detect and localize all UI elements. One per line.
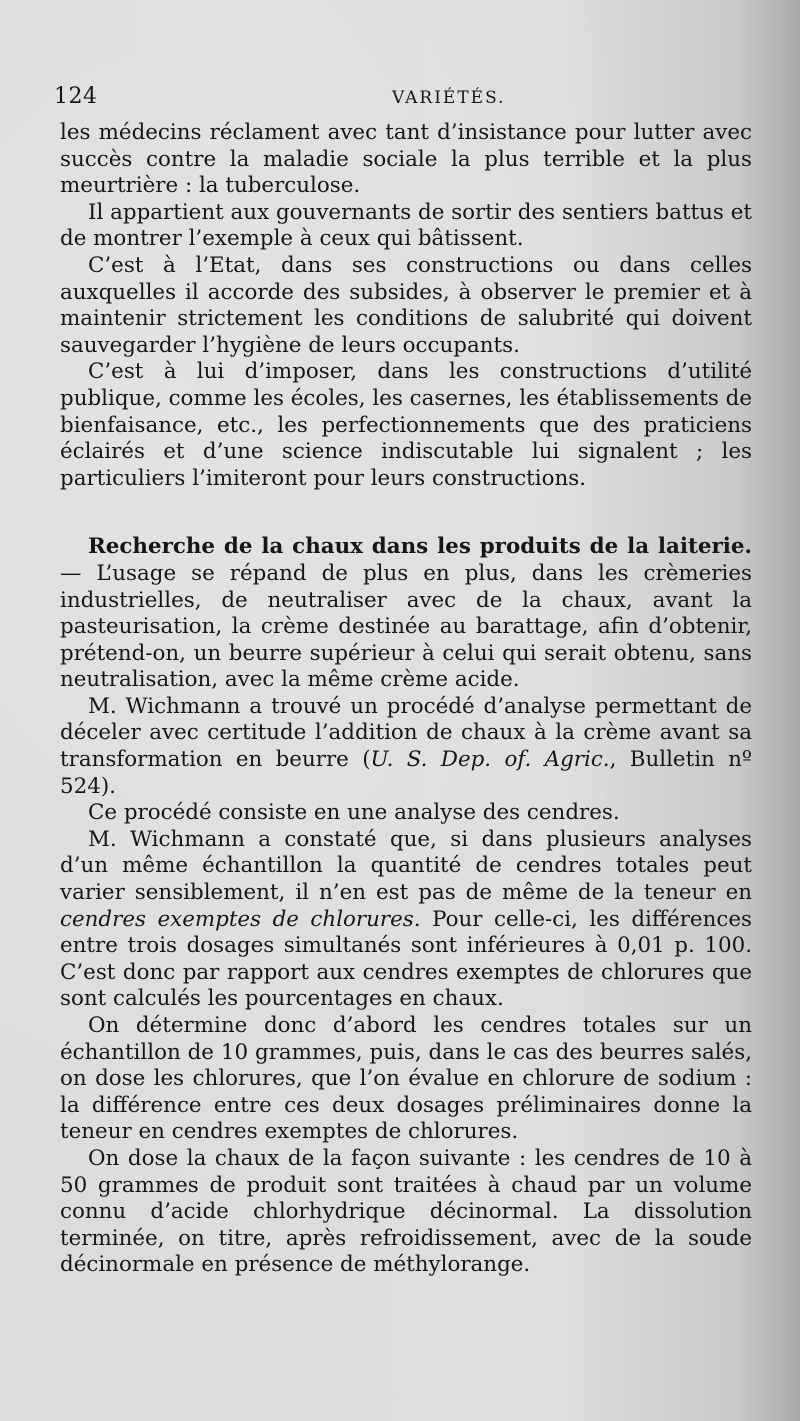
section-title: Recherche de la chaux dans les produits de la laiterie. (88, 534, 752, 560)
paragraph-wichmann-constate-text-b: . Pour celle-ci, les différences entre trois dosages simultanés sont inférieures à 0,01 p. 100. C’est donc par rapport aux cendres exemptes de chlorures que sont calculés les pourcentages en chaux. (60, 906, 752, 1012)
paragraph-wichmann-procede-text-b: , Bulletin nº 524). (60, 747, 752, 799)
running-head: VARIÉTÉS. (392, 88, 506, 108)
paragraph-wichmann-constate (60, 827, 752, 1013)
paragraph-utilite-publique: C’est à lui d’imposer, dans les constructions d’utilité publique, comme les écoles, les casernes, les établissements de bienfaisance, etc., les perfectionnements que des praticiens éclairés et d’une science indiscutable lui signalent ; les particuliers l’imiteront pour leurs constructions. (60, 359, 752, 491)
paragraph-wichmann-constate-text-a: M. Wichmann a constaté que, si dans plusieurs analyses d’un même échantillon la quantité de cendres totales peut varier sensiblement, il n’en est pas de même de la teneur en (60, 826, 752, 906)
paragraph-dosage-chaux: On dose la chaux de la façon suivante : les cendres de 10 à 50 grammes de produit sont traitées à chaud par un volume connu d’acide chlorhydrique décinormal. La dissolution terminée, on titre, après refroidissement, avec de la soude décinormale en présence de méthylorange. (60, 1145, 752, 1278)
paragraph-continuation: les médecins réclament avec tant d’insistance pour lutter avec succès contre la maladie sociale la plus terrible et la plus meurtrière : la tuberculose. (60, 120, 752, 199)
citation-italic: U. S. Dep. of. Agric. (370, 747, 610, 773)
paragraph-chaux-intro (60, 534, 752, 694)
paragraph-etat: C’est à l’Etat, dans ses constructions ou dans celles auxquelles il accorde des subsides, à observer le premier et à maintenir strictement les conditions de salubrité qui doivent sauvegarder l’hygiène de leurs occupants. (60, 252, 752, 358)
paragraph-cendres: Ce procédé consiste en une analyse des cendres. (88, 800, 620, 826)
emphasis-italic: cendres exemptes de chlorures (60, 906, 414, 932)
page-header (40, 84, 760, 114)
paragraph-wichmann-procede (60, 694, 752, 800)
paragraph-determination: On détermine donc d’abord les cendres totales sur un échantillon de 10 grammes, puis, dans le cas des beurres salés, on dose les chlorures, que l’on évalue en chlorure de sodium : la différence entre ces deux dosages préliminaires donne la teneur en cendres exemptes de chlorures. (60, 1013, 752, 1145)
body-text (60, 120, 752, 1279)
paragraph-gouvernants: Il appartient aux gouvernants de sortir des sentiers battus et de montrer l’exemple à ceux qui bâtissent. (60, 199, 752, 252)
page-number: 124 (54, 84, 98, 109)
paragraph-chaux-intro-text: — L’usage se répand de plus en plus, dans les crèmeries industrielles, de neutraliser avec de la chaux, avant la pasteurisation, la crème destinée au barattage, afin d’obtenir, prétend-on, un beurre supérieur à celui qui serait obtenu, sans neutralisation, avec la même crème acide. (60, 560, 752, 693)
paragraph-wichmann-procede-text-a: M. Wichmann a trouvé un procédé d’analyse permettant de déceler avec certitude l’addition de chaux à la crème avant sa transformation en beurre ( (60, 693, 752, 773)
section-gap (60, 492, 752, 534)
